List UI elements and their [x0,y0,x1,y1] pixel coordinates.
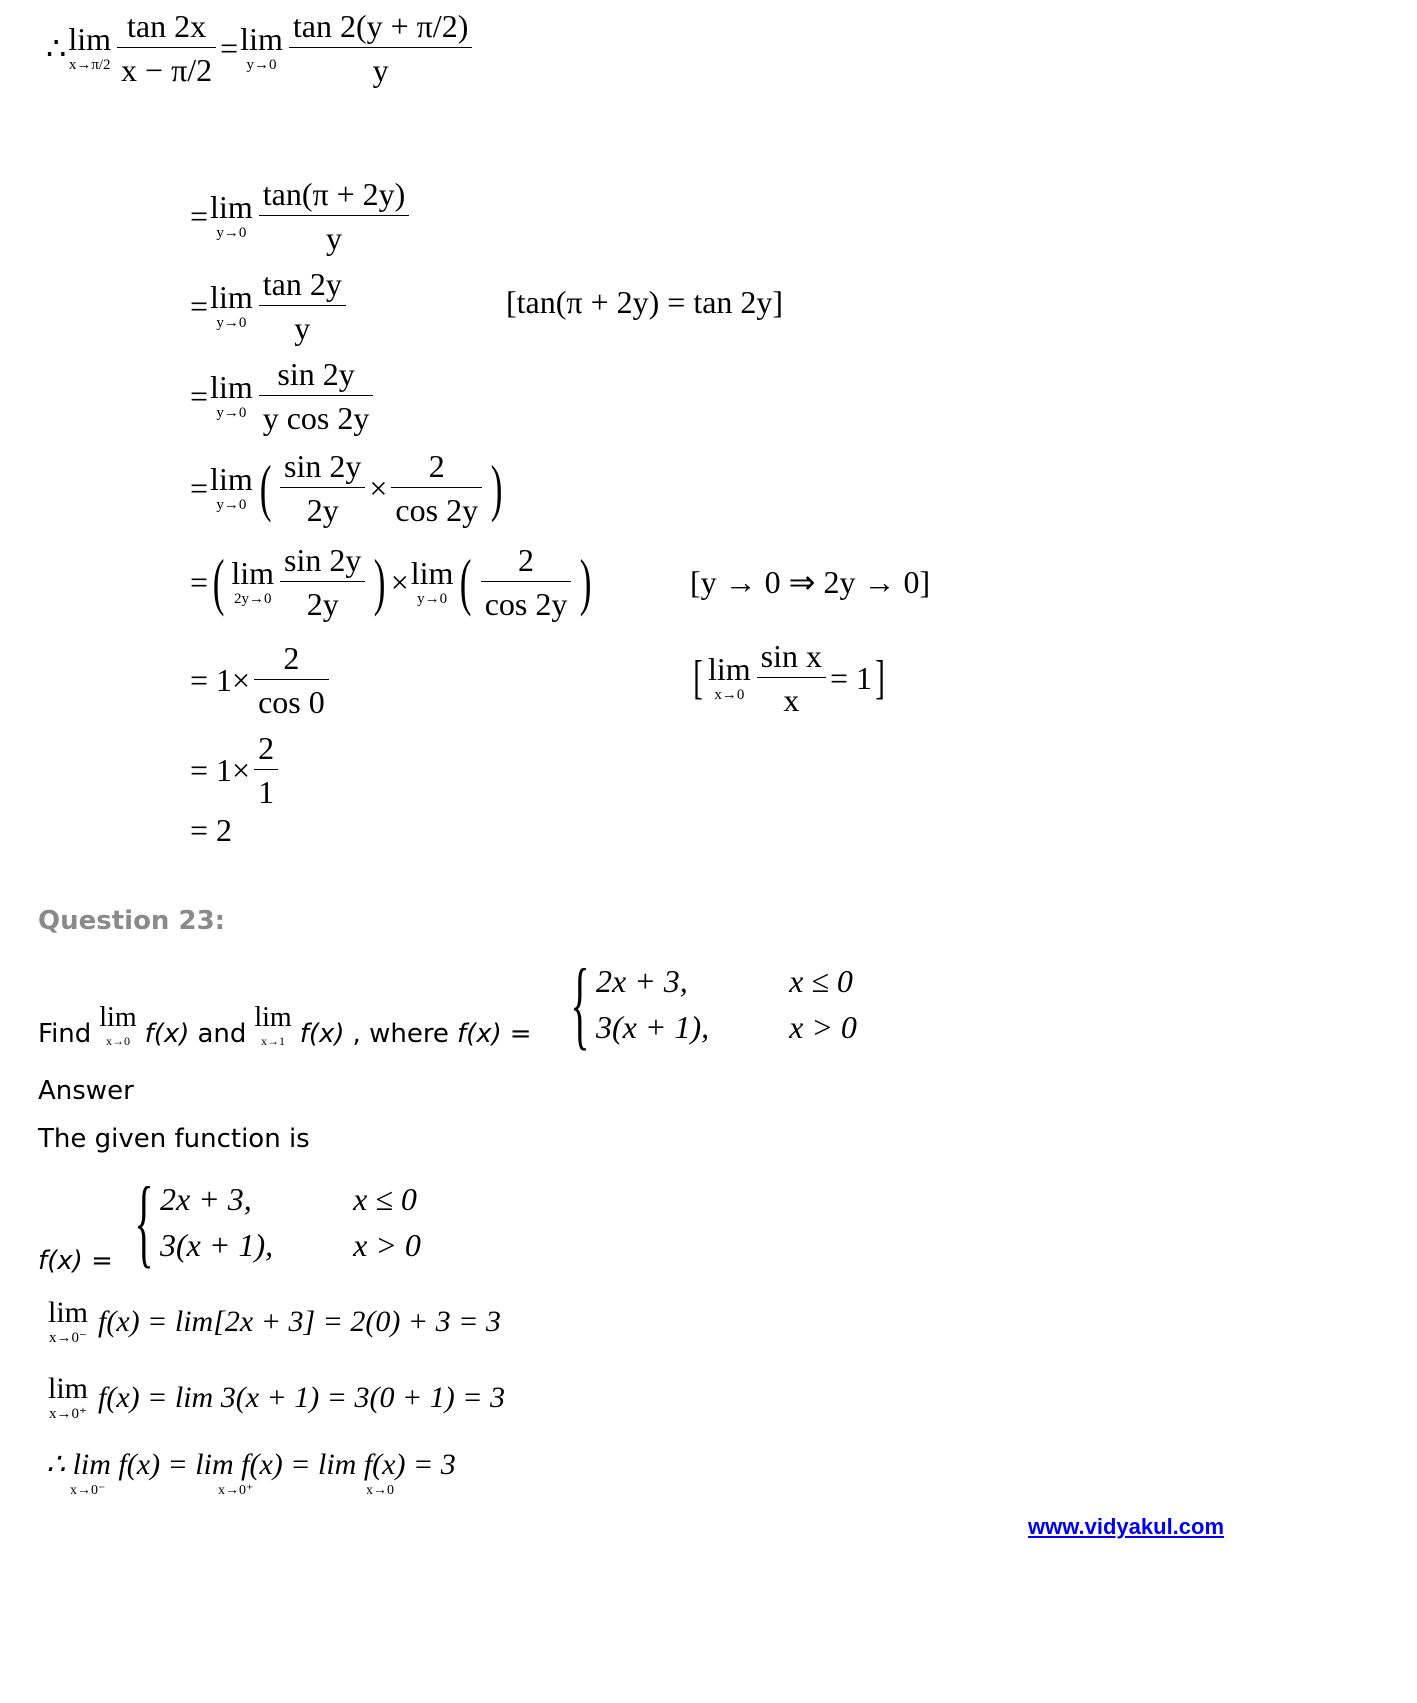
limit-operator: lim y→0 [210,369,253,421]
derivation-line-7: = 1× $\frac{2}{\cos 0}$ [190,642,333,718]
answer-label: Answer [38,1076,134,1106]
subscript-x-to-0-minus: x→0⁻ [70,1483,106,1498]
fraction-2-over-1: $\frac{2}{1}$ [254,732,278,808]
derivation-line-8: = 1× $\frac{2}{1}$ [190,732,282,808]
limit-operator: lim y→0 [210,189,253,241]
note-substitution: [y → 0 ⇒ 2y → 0] [690,564,931,600]
derivation-line-6: = ( lim 2y→0 $\frac{\sin 2y}{2y}$ ) × lim y→0 ( $\frac{2}{\cos 2y}$ ) [190,542,592,622]
limit-operator: lim x→0 [707,651,751,703]
limit-operator: lim y→0 [240,21,283,73]
note-standard-limit: [ lim x→0 $\frac{\text{sin x}}{x}$ = 1 ] [693,638,885,718]
fraction-sinx-over-x: $\frac{\text{sin x}}{x}$ [757,640,826,716]
derivation-line-4: = lim y→0 $\frac{\sin 2y}{\text{y cos 2y}}$ [190,358,377,434]
derivation-line-3: = lim y→0 $\frac{\tan 2y}{y}$ [190,268,350,344]
limit-operator: lim y→0 [410,555,454,607]
answer-piecewise: { 2x + 3, x ≤ 0 3(x + 1), x > 0 [134,1166,421,1277]
right-hand-limit: lim x→0⁺ f(x) = lim 3(x + 1) = 3(0 + 1) = 3 [48,1372,505,1422]
limit-operator: lim x→π/2 [68,21,112,73]
limit-operator: lim x→0⁻ [48,1296,89,1346]
therefore-symbol: ∴ [46,30,67,66]
limit-operator: lim x→0⁺ [48,1372,89,1422]
limit-x-to-1: lim x→1 [254,1002,292,1048]
fraction-2-over-cos2y: $\frac{2}{\cos 2y}$ [391,450,482,526]
limit-operator: lim y→0 [210,461,253,513]
fraction-sin2y-over-2y: $\frac{\sin 2y}{2y}$ [280,544,365,620]
note-tan-identity: [tan(π + 2y) = tan 2y] [506,284,784,320]
fraction-sin2y-over-2y: $\frac{\sin 2y}{2y}$ [280,450,365,526]
derivation-result: = 2 [190,812,233,848]
fraction-2-over-cos0: $\frac{2}{\cos 0}$ [254,642,329,718]
derivation-line-1: ∴ lim x→π/2 $\frac{\tan 2x}{x - \pi/2}$ = lim y→0 $\frac{\tan 2(y + \pi/2)}{y}$ [46,10,476,86]
answer-intro: The given function is [38,1124,310,1154]
fraction-tan2-y-plus-pi2: $\frac{\tan 2(y + \pi/2)}{y}$ [289,10,473,86]
question-statement: Find lim x→0 f(x) and lim x→1 f(x) , where f(x) = [38,1002,532,1049]
final-limit-equality: ∴ lim f(x) = lim f(x) = lim f(x) = 3 [46,1448,456,1481]
limit-x-to-0: lim x→0 [99,1002,137,1048]
question-heading: Question 23: [38,906,226,936]
left-hand-limit: lim x→0⁻ f(x) = lim[2x + 3] = 2(0) + 3 = 3 [48,1296,501,1346]
limit-operator: lim y→0 [210,279,253,331]
derivation-line-2: = lim y→0 $\frac{\tan(\pi + 2y)}{y}$ [190,178,413,254]
derivation-line-5: = lim y→0 ( $\frac{\sin 2y}{2y}$ × $\frac{2}{\cos 2y}$ ) [190,448,503,528]
fraction-tan-pi-plus-2y: $\frac{\tan(\pi + 2y)}{y}$ [259,178,410,254]
subscript-x-to-0-plus: x→0⁺ [218,1483,254,1498]
limit-operator: lim 2y→0 [231,555,275,607]
fraction-sin2y-over-ycos2y: $\frac{\sin 2y}{\text{y cos 2y}}$ [259,358,374,434]
question-piecewise: { 2x + 3, x ≤ 0 3(x + 1), x > 0 [570,948,857,1059]
fraction-tan2x: $\frac{\tan 2x}{x - \pi/2}$ [117,10,216,86]
fraction-tan2y-over-y: $\frac{\tan 2y}{y}$ [259,268,346,344]
fraction-2-over-cos2y: $\frac{2}{\cos 2y}$ [481,544,572,620]
subscript-x-to-0: x→0 [366,1483,394,1498]
answer-fx-label: f(x) = [38,1246,113,1276]
vidyakul-link[interactable]: www.vidyakul.com [1028,1514,1225,1539]
